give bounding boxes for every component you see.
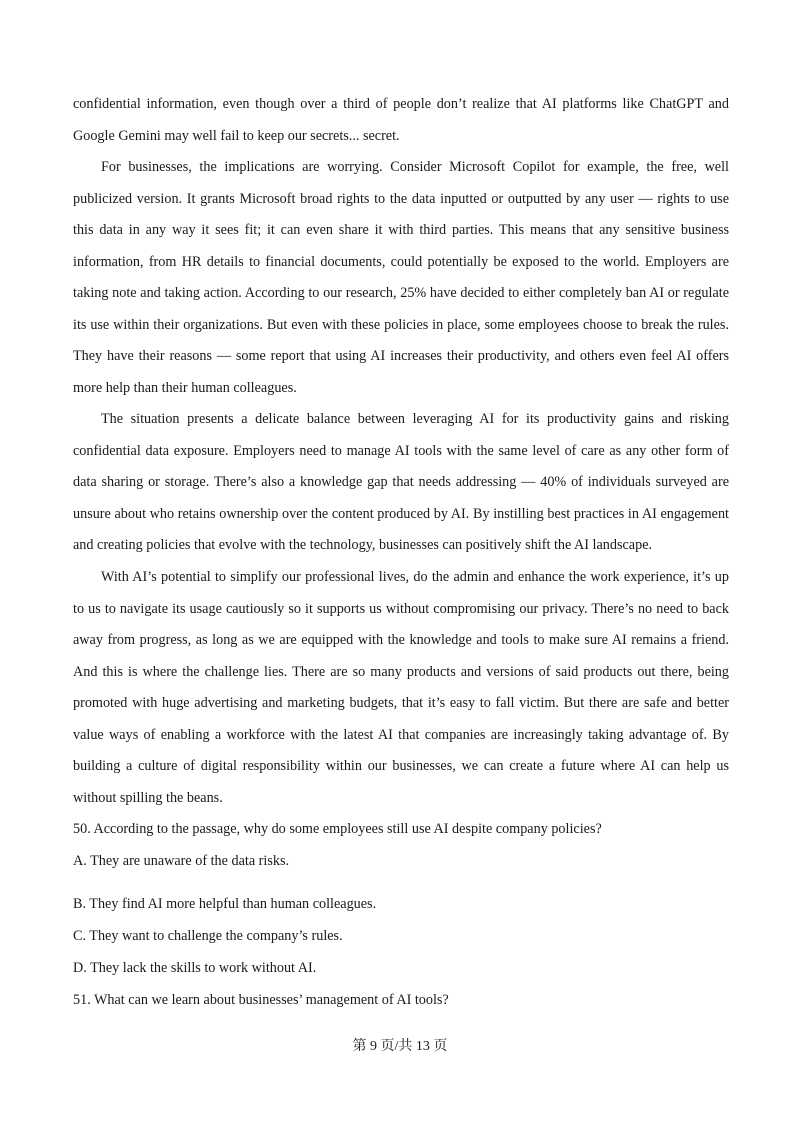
question-50-stem: 50. According to the passage, why do some employees still use AI despite company policies? <box>73 821 602 837</box>
question-51-stem: 51. What can we learn about businesses’ management of AI tools? <box>73 992 449 1008</box>
question-50-option-c: C. They want to challenge the company’s rules. <box>73 928 343 944</box>
question-50-option-d: D. They lack the skills to work without AI. <box>73 960 317 976</box>
question-50-option-b: B. They find AI more helpful than human colleagues. <box>73 896 377 912</box>
passage-paragraph-1: confidential information, even though over a third of people don’t realize that AI platforms like ChatGPT and Google Gemini may well fail to keep our secrets... secret. <box>73 96 729 144</box>
passage-paragraph-2: For businesses, the implications are worrying. Consider Microsoft Copilot for example, the free, well publicized version. It grants Microsoft broad rights to the data inputted or outputted by any user — rights to use this data in any way it sees fit; it can even share it with third parties. This means that any sensitive business information, from HR details to financial documents, could potentially be exposed to the world. Employers are taking note and taking action. According to our research, 25% have decided to either completely ban AI or regulate its use within their organizations. But even with these policies in place, some employees choose to break the rules. They have their reasons — some report that using AI increases their productivity, and others even feel AI offers more help than their human colleagues. <box>73 159 729 396</box>
question-50-option-a: A. They are unaware of the data risks. <box>73 853 290 869</box>
page-number-footer: 第 9 页/共 13 页 <box>352 1039 448 1054</box>
passage-paragraph-3: The situation presents a delicate balance between leveraging AI for its productivity gains and risking confidential data exposure. Employers need to manage AI tools with the same level of care as any other form of data sharing or storage. There’s also a knowledge gap that needs addressing — 40% of individuals surveyed are unsure about who retains ownership over the content produced by AI. By instilling best practices in AI engagement and creating policies that evolve with the technology, businesses can positively shift the AI landscape. <box>73 411 729 553</box>
passage-paragraph-4: With AI’s potential to simplify our professional lives, do the admin and enhance the work experience, it’s up to us to navigate its usage cautiously so it supports us without compromising our privacy. There’s no need to back away from progress, as long as we are equipped with the knowledge and tools to make sure AI remains a friend. And this is where the challenge lies. There are so many products and versions of said products out there, being promoted with huge advertising and marketing budgets, that it’s easy to fall victim. But there are safe and better value ways of enabling a workforce with the latest AI that companies are increasingly taking advantage of. By building a culture of digital responsibility within our businesses, we can create a future where AI can help us without spilling the beans. <box>73 569 729 806</box>
